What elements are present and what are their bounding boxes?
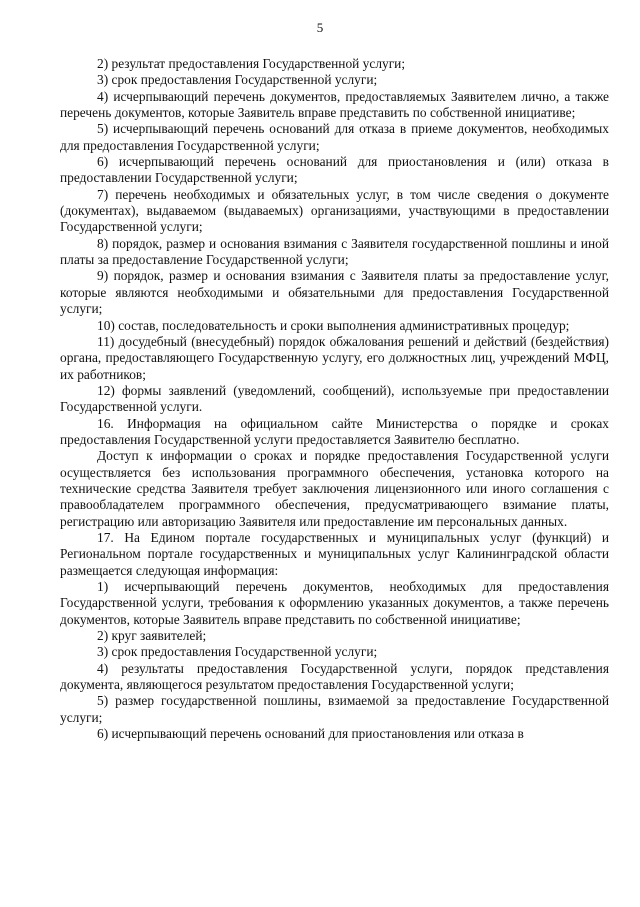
paragraph: 7) перечень необходимых и обязательных услуг, в том числе сведения о документе (документах), выдаваемом (выдаваемых) организациями, участвующими в предоставлении Государственной услуги; xyxy=(60,186,609,235)
paragraph: 3) срок предоставления Государственной услуги; xyxy=(97,72,378,88)
paragraph: 2) круг заявителей; xyxy=(97,628,207,644)
paragraph: 10) состав, последовательность и сроки выполнения административных процедур; xyxy=(97,317,570,333)
paragraph: 9) порядок, размер и основания взимания с Заявителя платы за предоставление услуг, которые являются необходимыми и обязательными для предоставления Государственной услуги; xyxy=(60,268,609,317)
paragraph: 4) результаты предоставления Государственной услуги, порядок представления документа, являющегося результатом предоставления Государственной услуги; xyxy=(60,660,609,693)
paragraph: 4) исчерпывающий перечень документов, предоставляемых Заявителем лично, а также перечень документов, которые Заявитель вправе представить по собственной инициативе; xyxy=(60,88,609,121)
document-body xyxy=(60,56,609,742)
paragraph: 1) исчерпывающий перечень документов, необходимых для предоставления Государственной услуги, требования к оформлению указанных документов, а также перечень документов, которые Заявитель вправе представить по собственной инициативе; xyxy=(60,579,609,627)
paragraph: 16. Информация на официальном сайте Министерства о порядке и сроках предоставления Государственной услуги предоставляется Заявителю бесплатно. xyxy=(60,415,609,447)
paragraph: 5) размер государственной пошлины, взимаемой за предоставление Государственной услуги; xyxy=(60,693,609,725)
paragraph: 3) срок предоставления Государственной услуги; xyxy=(97,644,378,660)
paragraph: 17. На Едином портале государственных и муниципальных услуг (функций) и Региональном портале государственных и муниципальных услуг Калининградской области размещается следующая информация: xyxy=(60,529,609,578)
paragraph: 6) исчерпывающий перечень оснований для приостановления или отказа в xyxy=(97,726,524,742)
paragraph: 5) исчерпывающий перечень оснований для отказа в приеме документов, необходимых для предоставления Государственной услуги; xyxy=(60,121,609,153)
paragraph: 6) исчерпывающий перечень оснований для приостановления и (или) отказа в предоставлении Государственной услуги; xyxy=(60,154,609,186)
paragraph: Доступ к информации о сроках и порядке предоставления Государственной услуги осуществляется без использования программного обеспечения, установка которого на технические средства Заявителя требует заключения лицензионного или иного соглашения с правообладателем программного обеспечения, предусматривающего взимание платы, регистрацию или авторизацию Заявителя или предоставление им персональных данных. xyxy=(60,448,609,529)
paragraph: 8) порядок, размер и основания взимания с Заявителя государственной пошлины и иной платы за предоставление Государственной услуги; xyxy=(60,235,609,268)
page-number: 5 xyxy=(316,20,324,35)
paragraph: 2) результат предоставления Государственной услуги; xyxy=(97,56,406,71)
paragraph: 12) формы заявлений (уведомлений, сообщений), используемые при предоставлении Государственной услуги. xyxy=(60,382,609,415)
paragraph: 11) досудебный (внесудебный) порядок обжалования решений и действий (бездействия) органа, предоставляющего Государственную услугу, его должностных лиц, учреждений МФЦ, их работников; xyxy=(60,333,609,382)
